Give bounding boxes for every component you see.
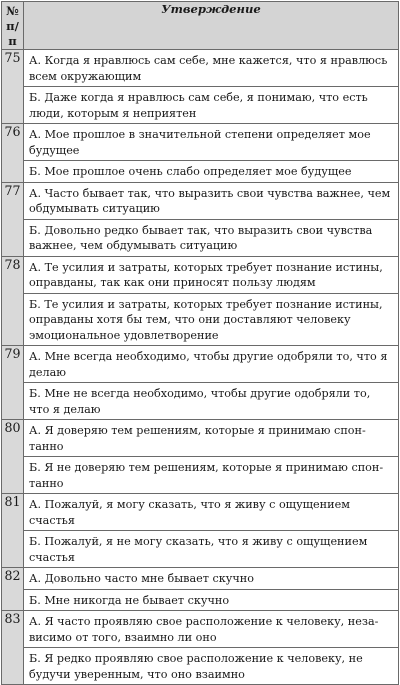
statement-option-a: А. Я доверяю тем решениям, которые я принимаю спонтанно (24, 420, 399, 457)
question-row-a (2, 494, 399, 531)
question-number: 79 (2, 346, 24, 420)
question-row-a (2, 50, 399, 87)
question-row-a (2, 182, 399, 219)
question-row-b (2, 219, 399, 256)
statement-option-b: Б. Я редко проявляю свое расположение к человеку, не будучи уверенным, что оно взаимно (24, 648, 399, 685)
statement-option-a: А. Те усилия и затраты, которых требует познание истины, оправданы, так как они приносят пользу людям (24, 256, 399, 293)
question-number: 78 (2, 256, 24, 346)
statement-option-a: А. Довольно часто мне бывает скучно (24, 568, 399, 590)
number-header-abbr: п/п (6, 19, 19, 48)
question-row-a (2, 346, 399, 383)
statement-option-a: А. Я часто проявляю свое расположение к человеку, независимо от того, взаимно ли оно (24, 611, 399, 648)
question-number: 75 (2, 50, 24, 124)
statement-column-header: Утверждение (24, 2, 399, 50)
question-number: 83 (2, 611, 24, 685)
question-row-b (2, 383, 399, 420)
number-header-symbol: № (6, 4, 19, 18)
statement-option-b: Б. Даже когда я нравлюсь сам себе, я понимаю, что есть люди, которым я неприятен (24, 87, 399, 124)
question-row-b (2, 589, 399, 611)
question-number: 77 (2, 182, 24, 256)
question-number: 82 (2, 568, 24, 611)
question-row-a (2, 420, 399, 457)
statement-option-b: Б. Довольно редко бывает так, что выразить свои чувства важнее, чем обдумывать ситуацию (24, 219, 399, 256)
question-row-b (2, 161, 399, 183)
statement-option-b: Б. Мое прошлое очень слабо определяет мое будущее (24, 161, 399, 183)
question-number: 76 (2, 124, 24, 183)
statement-option-a: А. Когда я нравлюсь сам себе, мне кажется, что я нравлюсь всем окружающим (24, 50, 399, 87)
statement-option-b: Б. Те усилия и затраты, которых требует познание истины, оправданы хотя бы тем, что они доставляют человеку эмоциональное удовлетворение (24, 293, 399, 346)
questionnaire-table (1, 1, 399, 685)
question-row-a (2, 568, 399, 590)
question-number: 81 (2, 494, 24, 568)
question-row-b (2, 648, 399, 685)
statement-option-b: Б. Пожалуй, я не могу сказать, что я живу с ощущением счастья (24, 531, 399, 568)
statement-option-b: Б. Мне никогда не бывает скучно (24, 589, 399, 611)
question-row-a (2, 124, 399, 161)
question-number: 80 (2, 420, 24, 494)
statement-option-a: А. Часто бывает так, что выразить свои чувства важнее, чем обдумывать ситуацию (24, 182, 399, 219)
statement-option-b: Б. Я не доверяю тем решениям, которые я принимаю спонтанно (24, 457, 399, 494)
question-row-a (2, 256, 399, 293)
statement-option-a: А. Мне всегда необходимо, чтобы другие одобряли то, что я делаю (24, 346, 399, 383)
table-header-row (2, 2, 399, 50)
question-row-b (2, 531, 399, 568)
question-row-b (2, 293, 399, 346)
statement-option-a: А. Мое прошлое в значительной степени определяет мое будущее (24, 124, 399, 161)
statement-option-a: А. Пожалуй, я могу сказать, что я живу с ощущением счастья (24, 494, 399, 531)
question-row-b (2, 87, 399, 124)
number-column-header (2, 2, 24, 50)
question-row-b (2, 457, 399, 494)
statement-option-b: Б. Мне не всегда необходимо, чтобы другие одобряли то, что я делаю (24, 383, 399, 420)
question-row-a (2, 611, 399, 648)
